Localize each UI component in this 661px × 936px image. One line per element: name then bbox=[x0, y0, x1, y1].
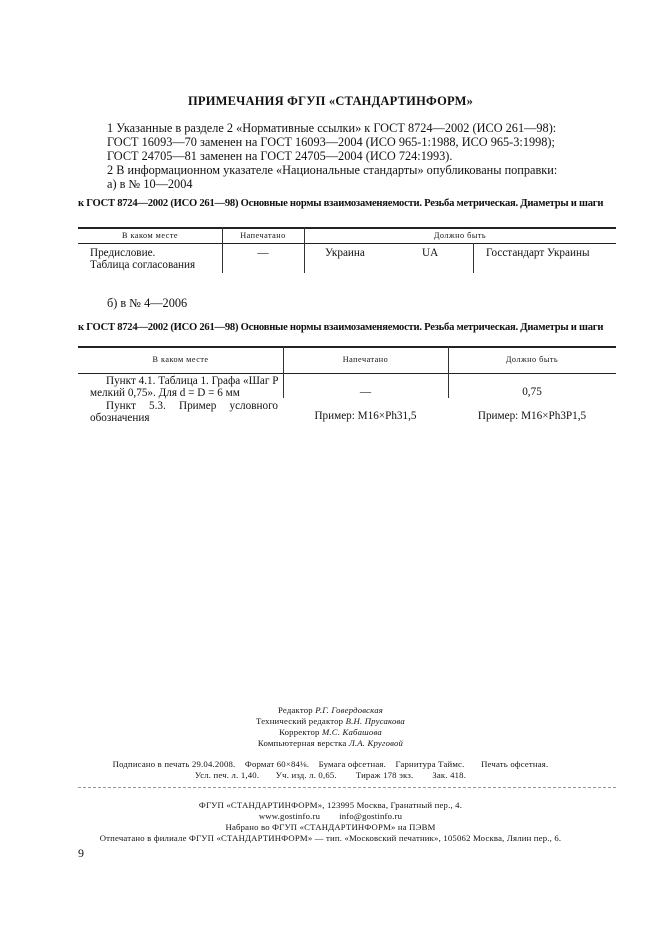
tech-editor-name: В.Н. Прусакова bbox=[345, 716, 405, 726]
amendment-1-header: к ГОСТ 8724—2002 (ИСО 261—98) Основные нормы взаимозаменяемости. Резьба метрическая. Диаметры и шаги bbox=[78, 198, 604, 209]
divider bbox=[78, 787, 616, 788]
row-1-should-be: 0,75 bbox=[522, 386, 542, 398]
row-place-line-1: Предисловие. bbox=[90, 247, 156, 259]
column-header-printed: Напечатано bbox=[240, 231, 286, 240]
row-2-place-line-1: Пункт 5.3. Пример условного bbox=[106, 400, 278, 412]
credit-corrector bbox=[0, 727, 661, 737]
layout-label: Компьютерная верстка bbox=[257, 738, 347, 748]
note-line-5: а) в № 10—2004 bbox=[107, 177, 193, 191]
row-2-should-be: Пример: M16×Ph3P1,5 bbox=[477, 410, 587, 422]
editor-label: Редактор bbox=[278, 705, 313, 715]
row-1-place-line-2: мелкий 0,75». Для d = D = 6 мм bbox=[90, 387, 240, 399]
corrector-label: Корректор bbox=[279, 727, 320, 737]
column-header-place: В каком месте bbox=[152, 355, 209, 364]
layout-name: Л.А. Круговой bbox=[348, 738, 404, 748]
table-column-divider bbox=[473, 243, 474, 273]
credit-tech-editor bbox=[0, 716, 661, 726]
column-header-printed: Напечатано bbox=[342, 355, 389, 364]
subheading-b: б) в № 4—2006 bbox=[107, 296, 188, 310]
table-header-rule bbox=[78, 243, 616, 244]
note-line-3: ГОСТ 24705—81 заменен на ГОСТ 24705—2004 (ИСО 724:1993). bbox=[107, 149, 453, 163]
page-title: ПРИМЕЧАНИЯ ФГУП «СТАНДАРТИНФОРМ» bbox=[187, 94, 474, 108]
credit-layout bbox=[0, 738, 661, 748]
editor-name: Р.Г. Говердовская bbox=[315, 705, 383, 715]
table-header-rule bbox=[78, 373, 616, 374]
note-line-4: 2 В информационном указателе «Национальные стандарты» опубликованы поправки: bbox=[107, 163, 558, 177]
corrector-name: М.С. Кабашова bbox=[321, 727, 382, 737]
publisher-line-3: Набрано во ФГУП «СТАНДАРТИНФОРМ» на ПЭВМ bbox=[225, 822, 436, 832]
note-line-2: ГОСТ 16093—70 заменен на ГОСТ 16093—2004 (ИСО 965-1:1988, ИСО 965-3:1998); bbox=[107, 135, 555, 149]
row-should-country: Украина bbox=[325, 247, 365, 259]
row-should-code: UA bbox=[422, 247, 439, 259]
row-2-place-line-2: обозначения bbox=[90, 412, 150, 424]
row-1-place-line-1: Пункт 4.1. Таблица 1. Графа «Шаг P bbox=[106, 375, 279, 387]
column-header-should-be: Должно быть bbox=[433, 231, 487, 240]
row-printed: — bbox=[257, 247, 269, 259]
publisher-line-1: ФГУП «СТАНДАРТИНФОРМ», 123995 Москва, Гранатный пер., 4. bbox=[198, 800, 463, 810]
row-1-printed: — bbox=[359, 386, 372, 398]
page-number: 9 bbox=[78, 846, 84, 860]
print-info-line-2: Усл. печ. л. 1,40. Уч. изд. л. 0,65. Тираж 178 экз. Зак. 418. bbox=[194, 770, 467, 780]
amendment-2-header: к ГОСТ 8724—2002 (ИСО 261—98) Основные нормы взаимозаменяемости. Резьба метрическая. Диаметры и шаги bbox=[78, 322, 604, 333]
table-top-rule bbox=[78, 346, 616, 348]
publisher-line-4: Отпечатано в филиале ФГУП «СТАНДАРТИНФОРМ» — тип. «Московский печатник», 105062 Москва, Лялин пер., 6. bbox=[99, 833, 562, 843]
note-line-1: 1 Указанные в разделе 2 «Нормативные ссылки» к ГОСТ 8724—2002 (ИСО 261—98): bbox=[107, 121, 557, 135]
column-header-should-be: Должно быть bbox=[505, 355, 559, 364]
table-top-rule bbox=[78, 227, 616, 229]
row-should-org: Госстандарт Украины bbox=[486, 247, 590, 259]
row-2-printed: Пример: M16×Ph31,5 bbox=[314, 410, 417, 422]
credit-editor bbox=[0, 705, 661, 715]
tech-editor-label: Технический редактор bbox=[256, 716, 344, 726]
publisher-line-2: www.gostinfo.ru info@gostinfo.ru bbox=[258, 811, 403, 821]
print-info-line-1: Подписано в печать 29.04.2008. Формат 60×84⅛. Бумага офсетная. Гарнитура Таймс. Печать офсетная. bbox=[112, 759, 549, 769]
row-place-line-2: Таблица согласования bbox=[90, 259, 196, 271]
column-header-place: В каком месте bbox=[121, 231, 179, 240]
